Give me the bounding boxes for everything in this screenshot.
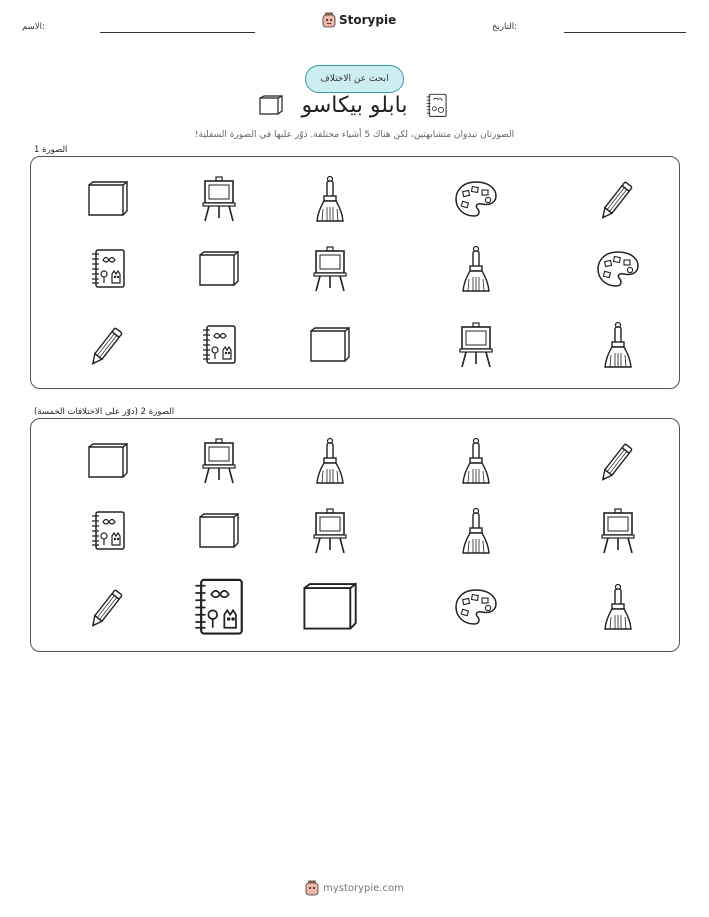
page-title: بابلو بيكاسو — [301, 93, 408, 118]
brush-icon[interactable] — [315, 437, 345, 485]
canvas-box-icon — [307, 325, 353, 365]
footer-site: mystorypie.com — [323, 882, 404, 894]
canvas-box-icon — [85, 179, 131, 219]
find-difference-badge: ابحث عن الاختلاف — [305, 65, 404, 93]
brush-icon — [603, 321, 633, 369]
brush-icon — [315, 175, 345, 223]
footer — [0, 880, 709, 896]
instructions: الصورتان تبدوان متشابهتين، لكن هناك 5 أشياء مختلفة. دوّر عليها في الصورة السفلية! — [194, 130, 515, 140]
easel-icon[interactable] — [201, 438, 237, 484]
picture1-label: الصورة 1 — [34, 145, 68, 155]
pencil-icon[interactable] — [597, 439, 639, 483]
brush-icon[interactable] — [461, 507, 491, 555]
canvas-box-icon[interactable] — [196, 511, 242, 551]
name-line[interactable] — [100, 32, 255, 33]
brush-icon[interactable] — [603, 583, 633, 631]
palette-icon[interactable] — [454, 587, 498, 627]
picture1-panel — [30, 156, 680, 389]
storypie-logo — [322, 12, 396, 28]
palette-icon — [596, 249, 640, 289]
pencil-icon[interactable] — [87, 585, 129, 629]
footer-mascot-icon — [305, 880, 319, 896]
brush-icon[interactable] — [461, 437, 491, 485]
sketchbook-icon[interactable] — [89, 510, 127, 552]
brush-icon — [461, 245, 491, 293]
easel-icon — [312, 246, 348, 292]
storypie-mascot-icon — [322, 12, 336, 28]
easel-icon[interactable] — [600, 508, 636, 554]
title-sketchbook-icon — [425, 93, 449, 123]
name-label: الاسم: — [22, 22, 45, 32]
palette-icon — [454, 179, 498, 219]
canvas-box-icon[interactable] — [299, 580, 361, 634]
easel-icon — [458, 322, 494, 368]
easel-icon[interactable] — [312, 508, 348, 554]
date-line[interactable] — [564, 32, 686, 33]
pencil-icon — [597, 177, 639, 221]
sketchbook-icon[interactable] — [191, 577, 246, 638]
logo-text: Storypie — [339, 13, 397, 27]
picture2-label: الصورة 2 (دوّر على الاختلافات الخمسة) — [34, 407, 175, 417]
sketchbook-icon — [89, 248, 127, 290]
canvas-box-icon[interactable] — [85, 441, 131, 481]
canvas-box-icon — [196, 249, 242, 289]
pencil-icon — [87, 323, 129, 367]
picture2-panel[interactable] — [30, 418, 680, 652]
date-label: التاريخ: — [492, 22, 517, 32]
sketchbook-icon — [200, 324, 238, 366]
easel-icon — [201, 176, 237, 222]
